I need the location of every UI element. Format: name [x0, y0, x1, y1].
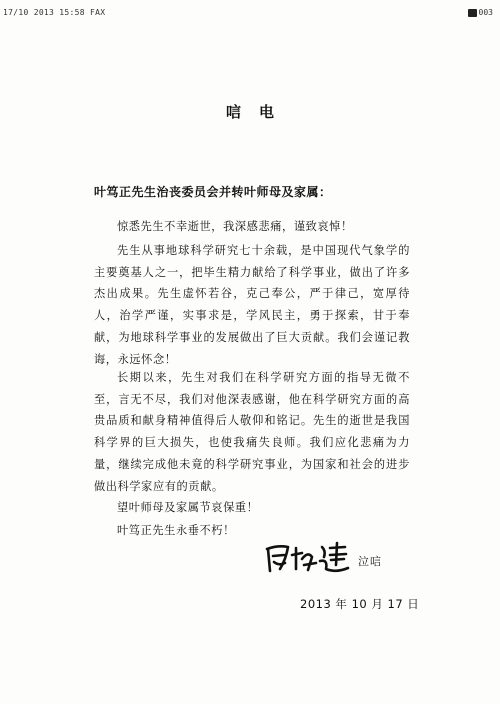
paragraph-condolence: 惊悉先生不幸逝世，我深感悲痛，谨致哀悼！ [117, 220, 353, 233]
salutation: 叶笃正先生治丧委员会并转叶师母及家属： [94, 185, 332, 199]
fax-mark-icon [468, 9, 477, 17]
paragraph-wishes: 望叶师母及家属节哀保重！ [117, 501, 259, 514]
document-date: 2013 年 10 月 17 日 [300, 597, 420, 611]
fax-page-number: 003 [478, 8, 493, 17]
paragraph-gratitude: 长期以来，先生对我们在科学研究方面的指导无微不至，言无不尽，我们对他深表感谢，他在科学研究方面的高贵品质和献身精神值得后人敬仰和铭记。先生的逝世是我国科学界的巨大损失，也使我痛失良师。我们应化悲痛为力量，继续完成他未竟的科学研究事业，为国家和社会的进步做出科学家应有的贡献。 [94, 371, 410, 493]
fax-header-left: 17/10 2013 15:58 FAX [3, 8, 106, 17]
paragraph-tribute: 叶笃正先生永垂不朽！ [117, 524, 235, 537]
document-title: 唁电 [225, 103, 292, 121]
fax-header-right [468, 8, 493, 17]
signature-note: 泣唁 [358, 555, 382, 568]
handwritten-signature [262, 539, 354, 579]
signature-block [262, 539, 412, 579]
paragraph-contributions: 先生从事地球科学研究七十余载，是中国现代气象学的主要奠基人之一，把毕生精力献给了科学事业，做出了许多杰出成果。先生虚怀若谷，克己奉公，严于律己，宽厚待人，治学严谨，实事求是，学风民主，勇于探索，甘于奉献，为地球科学事业的发展做出了巨大贡献。我们会谨记教诲，永远怀念！ [94, 244, 410, 366]
